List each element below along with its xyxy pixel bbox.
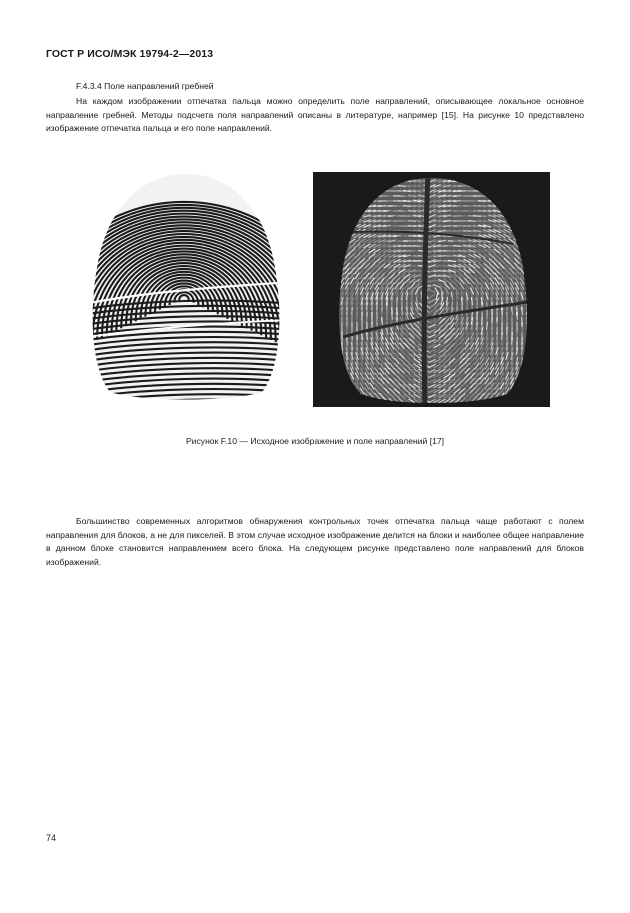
fingerprint-image xyxy=(80,170,292,400)
figure-caption: Рисунок F.10 — Исходное изображение и поле направлений [17] xyxy=(185,436,445,446)
section-heading: F.4.3.4 Поле направлений гребней xyxy=(76,81,214,91)
page-number: 74 xyxy=(46,833,57,843)
paragraph-blocks: Большинство современных алгоритмов обнаружения контрольных точек отпечатка пальца чаще работают с полем направления для блоков, а не для пикселей. В этом случае исходное изображение делится на блоки и наиболее общее направление в данном блоке становится направлением всего блока. На следующем рисунке представлено поле направлений для блоков изображений. xyxy=(46,516,584,567)
paragraph-intro: На каждом изображении отпечатка пальца можно определить поле направлений, описывающее локальное основное направление гребней. Методы подсчета поля направлений описаны в литературе, например [15]. На рисунке 10 представлено изображение отпечатка пальца и его поле направлений. xyxy=(46,96,584,134)
document-header: ГОСТ Р ИСО/МЭК 19794-2—2013 xyxy=(46,48,214,60)
orientation-field-image xyxy=(313,172,550,407)
